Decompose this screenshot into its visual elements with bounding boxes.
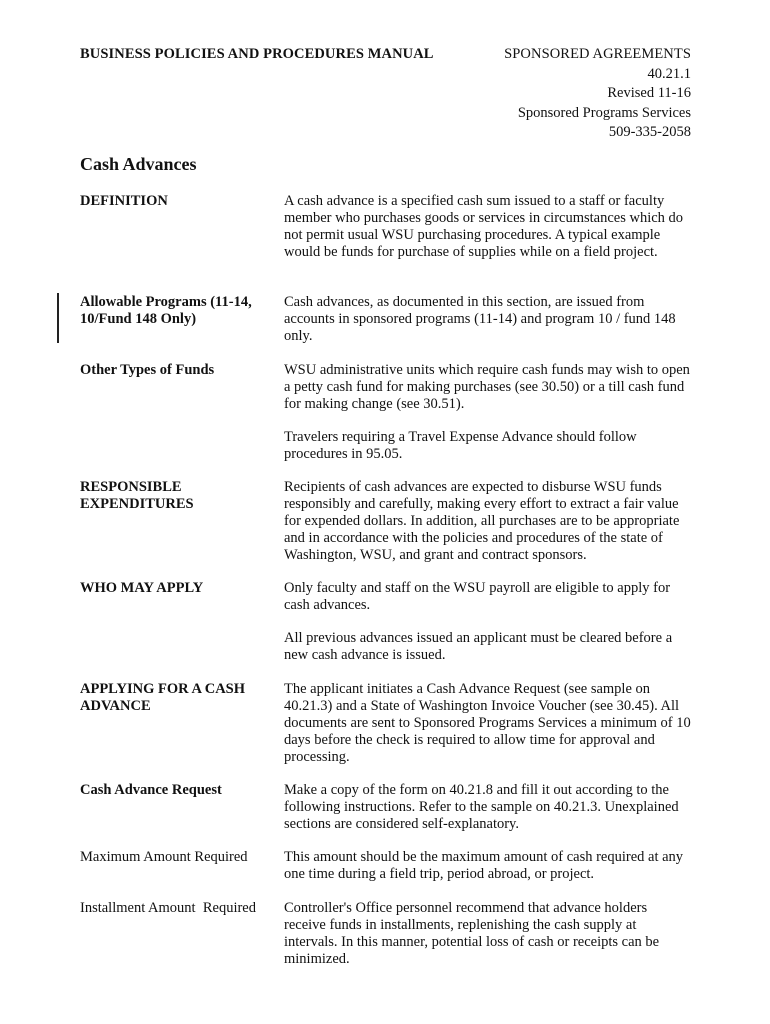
- section-label: Other Types of Funds: [80, 362, 215, 378]
- section-body: [284, 479, 692, 564]
- section-label: APPLYING FOR A CASH ADVANCE: [80, 681, 246, 714]
- paragraph: Only faculty and staff on the WSU payroll are eligible to apply for cash advances.: [284, 580, 671, 613]
- section-body: [284, 193, 692, 261]
- section-body: [284, 849, 692, 883]
- section-label: RESPONSIBLE EXPENDITURES: [80, 479, 194, 512]
- paragraph: Controller's Office personnel recommend that advance holders receive funds in installments, replenishing the cash supply at intervals. In this manner, potential loss of cash or receipts can be minimized.: [284, 900, 660, 967]
- paragraph: Recipients of cash advances are expected to disburse WSU funds responsibly and carefully, making every effort to extract a fair value for expended dollars. In addition, all purchases are to be appropriate and in accordance with the policies and procedures of the state of Washington, WSU, and grant and contract sponsors.: [284, 479, 680, 563]
- header-page-number: 40.21.1: [647, 65, 691, 82]
- section-body: [284, 782, 692, 833]
- section-label: Installment Amount Required: [80, 900, 256, 916]
- section-body: [284, 294, 692, 345]
- paragraph: Make a copy of the form on 40.21.8 and fill it out according to the following instructions. Refer to the sample on 40.21.3. Unexplained sections are considered self-explanatory.: [284, 782, 679, 832]
- section-body: [284, 681, 692, 766]
- paragraph: The applicant initiates a Cash Advance Request (see sample on 40.21.3) and a State of Washington Invoice Voucher (see 30.45). All documents are sent to Sponsored Programs Services a minimum of 10 days before the check is required to allow time for approval and processing.: [284, 681, 691, 765]
- section-label: Maximum Amount Required: [80, 849, 248, 865]
- header-office: Sponsored Programs Services: [517, 104, 691, 121]
- header-revision: Revised 11-16: [607, 85, 691, 102]
- paragraph: Travelers requiring a Travel Expense Advance should follow procedures in 95.05.: [284, 429, 637, 462]
- section-body: [284, 580, 692, 664]
- paragraph: A cash advance is a specified cash sum issued to a staff or faculty member who purchases goods or services in circumstances which do not permit usual WSU purchasing procedures. A typical example would be funds for purchase of supplies while on a field project.: [284, 193, 684, 260]
- paragraph: This amount should be the maximum amount of cash required at any one time during a field trip, period abroad, or project.: [284, 849, 684, 882]
- page-title: Cash Advances: [80, 154, 197, 174]
- section-label: DEFINITION: [80, 193, 168, 209]
- header-section-name: SPONSORED AGREEMENTS: [504, 46, 691, 62]
- section-label: Allowable Programs (11-14, 10/Fund 148 Only): [80, 294, 252, 327]
- section-label: Cash Advance Request: [80, 782, 222, 798]
- paragraph: Cash advances, as documented in this section, are issued from accounts in sponsored programs (11-14) and program 10 / fund 148 only.: [284, 294, 676, 344]
- section-label: WHO MAY APPLY: [80, 580, 204, 596]
- paragraph: WSU administrative units which require cash funds may wish to open a petty cash fund for making purchases (see 30.50) or a till cash fund for making change (see 30.51).: [284, 362, 690, 412]
- section-body: [284, 362, 692, 463]
- header-phone: 509-335-2058: [608, 124, 691, 141]
- section-body: [284, 900, 692, 968]
- paragraph: All previous advances issued an applicant must be cleared before a new cash advance is issued.: [284, 630, 673, 663]
- header-info: [504, 45, 691, 143]
- revision-change-bar: [57, 293, 59, 343]
- manual-title: BUSINESS POLICIES AND PROCEDURES MANUAL: [80, 46, 434, 62]
